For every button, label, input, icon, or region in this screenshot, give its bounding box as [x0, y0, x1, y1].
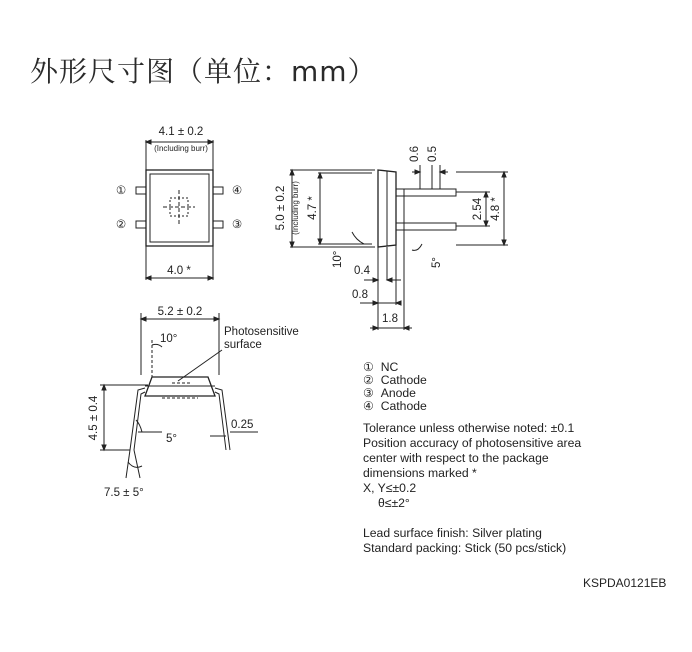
legend-num: ④	[363, 399, 374, 413]
dim-front-height: 4.5 ± 0.4	[88, 395, 100, 441]
legend-label: Cathode	[380, 399, 427, 413]
side-view	[290, 165, 508, 330]
dim-side-burr: (Including burr)	[291, 181, 300, 235]
top-view	[136, 140, 223, 280]
dim-angle-5-front: 5°	[166, 433, 177, 445]
note-theta: θ≤±2°	[378, 496, 410, 510]
legend-num: ①	[363, 360, 374, 374]
note-finish: Lead surface finish: Silver plating	[363, 526, 542, 540]
dim-angle-10-side: 10°	[332, 250, 344, 268]
pin-3-label: ③	[231, 219, 243, 231]
dim-pitch: 2.54	[472, 197, 484, 221]
page-title: 外形尺寸图（单位：mm）	[30, 55, 377, 88]
notes-block	[363, 421, 581, 556]
dim-lead-thickness: 0.25	[231, 419, 254, 431]
dim-18: 1.8	[382, 313, 398, 325]
label-surface: surface	[224, 339, 262, 351]
dim-front-width: 5.2 ± 0.2	[157, 306, 203, 318]
legend-label: NC	[380, 360, 399, 374]
label-photosensitive: Photosensitive	[224, 326, 299, 338]
note-position-3: dimensions marked *	[363, 466, 477, 480]
dim-including-burr: (Including burr)	[154, 144, 208, 153]
note-position-1: Position accuracy of photosensitive area	[363, 436, 582, 450]
dim-right-48: 4.8 *	[490, 197, 502, 221]
dim-08: 0.8	[352, 289, 368, 301]
pin-1-label: ①	[115, 185, 127, 197]
note-xy: X, Y≤±0.2	[363, 481, 417, 495]
note-position-2: center with respect to the package	[363, 451, 549, 465]
dim-lead-05: 0.5	[427, 146, 439, 162]
dim-side-height: 5.0 ± 0.2	[275, 185, 287, 231]
dim-04: 0.4	[354, 265, 370, 277]
legend-label: Cathode	[380, 373, 427, 387]
note-packing: Standard packing: Stick (50 pcs/stick)	[363, 541, 567, 555]
dim-top-width: 4.1 ± 0.2	[158, 126, 204, 138]
dim-spread-angle: 7.5 ± 5°	[104, 487, 144, 499]
dim-side-inner: 4.7 *	[307, 196, 319, 220]
note-tolerance: Tolerance unless otherwise noted: ±0.1	[363, 421, 575, 435]
pin-legend	[363, 360, 427, 414]
legend-label: Anode	[380, 386, 416, 400]
dim-angle-5-side: 5°	[431, 257, 443, 268]
legend-num: ②	[363, 373, 374, 387]
dim-lead-06: 0.6	[409, 146, 421, 162]
dim-bottom-width: 4.0 *	[167, 265, 191, 277]
pin-4-label: ④	[231, 185, 243, 197]
legend-item	[363, 399, 427, 414]
dim-angle-10-front: 10°	[160, 333, 178, 345]
legend-num: ③	[363, 386, 374, 400]
drawing-code: KSPDA0121EB	[583, 576, 667, 590]
pin-2-label: ②	[115, 219, 127, 231]
